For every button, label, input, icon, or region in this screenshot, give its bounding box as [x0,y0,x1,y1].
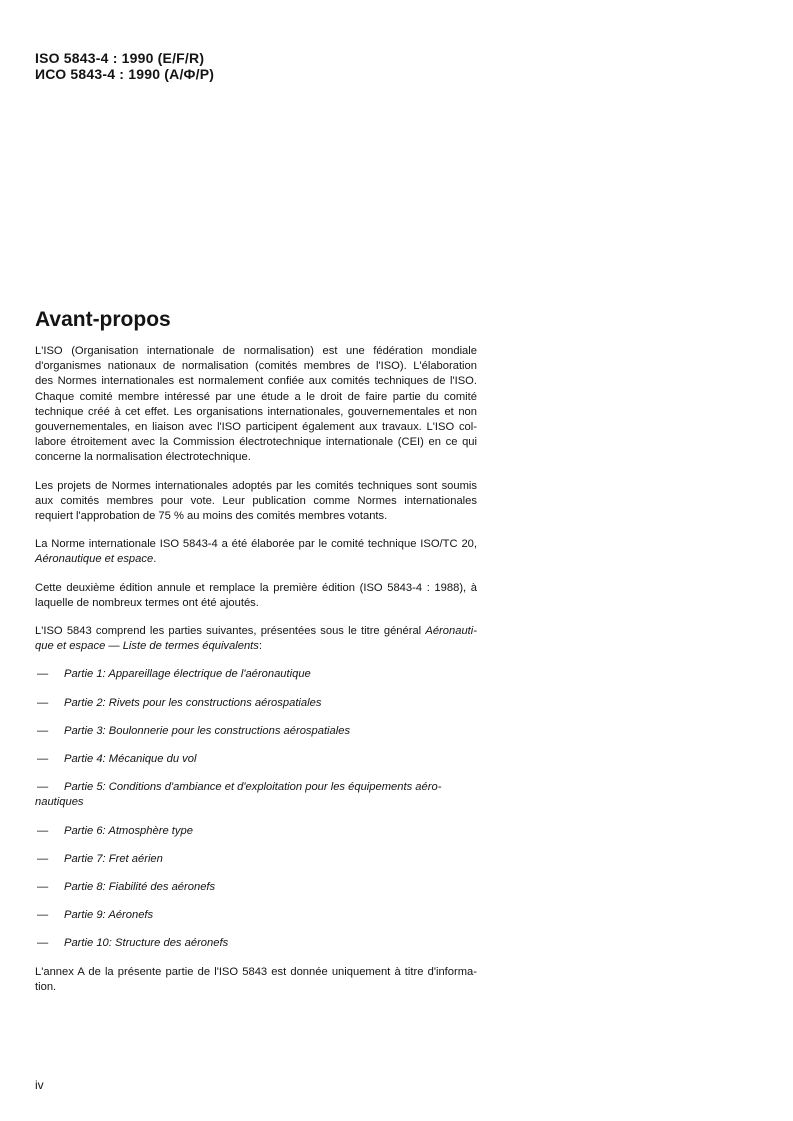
text-line: tion. [35,980,57,993]
text-line: d'organismes nationaux de normalisation (comités membres de l'ISO). L'élaboration [35,360,477,373]
paragraph-edition [35,581,477,611]
text-line: requiert l'approbation de 75 % au moins des comités membres votants. [35,510,388,523]
document-header [35,50,214,82]
text-line: L'ISO 5843 comprend les parties suivantes, présentées sous le titre général Aéronauti- [35,625,477,638]
list-item: — Partie 10: Structure des aéronefs [37,937,229,950]
text-line: technique créé à cet effet. Les organisations internationales, gouvernementales et non [35,405,477,418]
text-line: Les projets de Normes internationales adoptés par les comités techniques sont soumis [35,479,477,492]
text-line: Chaque comité membre intéressé par une étude a le droit de faire partie du comité [35,390,477,403]
paragraph-projets [35,479,477,525]
list-item: — Partie 9: Aéronefs [37,909,154,922]
text-line: Cette deuxième édition annule et remplace la première édition (ISO 5843-4 : 1988), à [35,581,477,594]
list-item: — Partie 7: Fret aérien [37,852,163,865]
text-line: concerne la normalisation électrotechnique. [35,451,251,464]
header-line-1: ISO 5843-4 : 1990 (E/F/R) [35,50,205,66]
section-title: Avant-propos [35,308,171,331]
paragraph-organisation [35,344,477,466]
list-item: — Partie 1: Appareillage électrique de l'aéronautique [37,668,311,681]
list-item: — Partie 2: Rivets pour les constructions aérospatiales [37,696,322,709]
text-line: des Normes internationales est normalement confiée aux comités techniques de l'ISO. [35,375,477,388]
page-number: iv [35,1078,44,1092]
list-item: — Partie 4: Mécanique du vol [37,753,197,766]
list-item: — Partie 6: Atmosphère type [37,824,193,837]
list-item: — Partie 5: Conditions d'ambiance et d'exploitation pour les équipements aéro- nautiques [35,781,442,809]
text-line: laquelle de nombreux termes ont été ajoutés. [35,596,259,609]
text-line: labore étroitement avec la Commission électrotechnique internationale (CEI) en ce qui [35,436,477,449]
text-line: L'ISO (Organisation internationale de normalisation) est une fédération mondiale [35,345,477,357]
parts-list [35,667,477,951]
body-text [35,344,477,995]
header-line-2: ИСО 5843-4 : 1990 (А/Ф/Р) [35,66,215,82]
text-line: que et espace — Liste de termes équivalents: [35,640,262,653]
paragraph-parties [35,624,477,654]
text-line: aux comités membres pour vote. Leur publication comme Normes internationales [35,494,477,507]
list-item: — Partie 3: Boulonnerie pour les constructions aérospatiales [37,724,351,737]
list-item: — Partie 8: Fiabilité des aéronefs [37,881,216,894]
paragraph-annex [35,965,477,995]
text-line: La Norme internationale ISO 5843-4 a été élaborée par le comité technique ISO/TC 20, [35,538,477,551]
committee-title: Aéronautique et espace [35,553,154,566]
text-line: L'annex A de la présente partie de l'ISO 5843 est donnée uniquement à titre d'informa- [35,965,477,978]
text-line: gouvernementales, en liaison avec l'ISO participent également aux travaux. L'ISO col- [35,421,477,434]
text-line: Aéronautique et espace. [35,553,157,566]
paragraph-elaboration [35,537,477,567]
